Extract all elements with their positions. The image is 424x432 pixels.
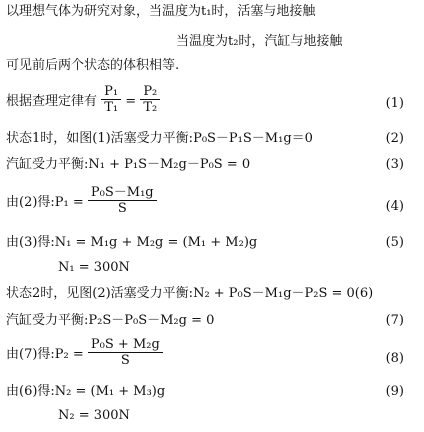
equation-5: 由(3)得:N₁ = M₁g + M₂g = (M₁ + M₂)g — [6, 235, 258, 250]
law-rhs-fraction — [140, 84, 160, 115]
eq8-fraction — [88, 337, 163, 368]
eq-label-4: (4) — [385, 199, 404, 214]
eq-label-8: (8) — [385, 351, 404, 366]
eq-label-3: (3) — [385, 157, 404, 172]
intro-line-3: 可见前后两个状态的体积相等. — [6, 58, 180, 73]
eq4-fraction — [88, 185, 157, 216]
eq-label-5: (5) — [385, 235, 404, 250]
eq4-prefix: 由(2)得:P₁ = — [6, 195, 84, 210]
law-prefix: 根据查理定律有 — [6, 94, 98, 109]
eq-label-2: (2) — [385, 131, 404, 146]
equation-3: 汽缸受力平衡:N₁ + P₁S－M₂g－P₀S = 0 — [6, 157, 251, 172]
eq-label-7: (7) — [385, 313, 404, 328]
law-lhs-den: T₁ — [104, 100, 119, 115]
law-rhs-den: T₂ — [143, 100, 158, 115]
eq4-den: S — [117, 201, 127, 216]
eq-label-9: (9) — [385, 384, 404, 399]
equation-9: 由(6)得:N₂ = (M₁ + M₃)g — [6, 384, 166, 399]
eq8-num: P₀S + M₂g — [88, 337, 163, 353]
equation-6: 状态2时，见图(2)活塞受力平衡:N₂ + P₀S－M₁g－P₂S = 0(6) — [6, 286, 374, 301]
eq-label-1: (1) — [385, 96, 404, 111]
law-equals: = — [125, 94, 137, 109]
result-1: N₁ = 300N — [58, 260, 130, 275]
law-lhs-num: P₁ — [101, 84, 121, 100]
law-lhs-fraction — [101, 84, 121, 115]
eq4-num: P₀S－M₁g — [88, 185, 157, 201]
result-2: N₂ = 300N — [58, 408, 130, 423]
eq8-prefix: 由(7)得:P₂ = — [6, 347, 84, 362]
eq8-den: S — [120, 353, 130, 368]
intro-line-1: 以理想气体为研究对象，当温度为t₁时，活塞与地接触 — [6, 4, 316, 19]
equation-4 — [6, 187, 157, 218]
equation-2: 状态1时，如图(1)活塞受力平衡:P₀S－P₁S－M₁g＝0 — [6, 131, 313, 146]
law-rhs-num: P₂ — [140, 84, 160, 100]
law-equation — [6, 86, 160, 117]
equation-7: 汽缸受力平衡:P₂S－P₀S－M₂g = 0 — [6, 313, 215, 328]
equation-8 — [6, 339, 163, 370]
intro-line-2: 当温度为t₂时，汽缸与地接触 — [176, 34, 343, 49]
